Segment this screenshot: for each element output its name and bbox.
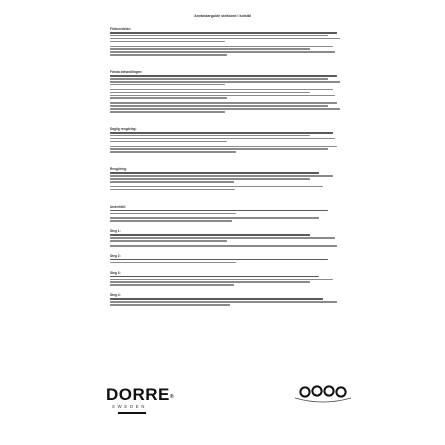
section-body-text	[110, 75, 342, 112]
text-line	[110, 135, 310, 137]
section-body-text	[110, 234, 342, 246]
text-line	[110, 54, 227, 56]
text-line	[110, 108, 340, 110]
text-line	[110, 105, 328, 107]
brand-name-text: DORRE	[106, 385, 170, 404]
section-heading: Steg 2:	[110, 253, 121, 258]
text-line	[110, 301, 337, 303]
text-line	[110, 146, 337, 148]
text-line	[110, 213, 236, 215]
section-7	[110, 271, 342, 288]
text-line	[110, 32, 337, 34]
section-8	[110, 293, 342, 307]
text-line	[110, 132, 333, 134]
section-heading: Underhåll:	[110, 204, 126, 209]
text-line	[110, 102, 337, 104]
text-line	[110, 141, 227, 143]
text-line	[110, 259, 328, 261]
section-body-text	[110, 132, 342, 153]
text-line	[110, 181, 234, 183]
brand-underline	[118, 412, 146, 414]
text-line	[110, 298, 323, 300]
text-line	[110, 78, 328, 80]
text-line	[110, 92, 310, 94]
section-0	[110, 27, 342, 57]
section-heading: Första behandlingen:	[110, 70, 143, 75]
text-line	[110, 234, 310, 236]
section-body-text	[110, 276, 342, 286]
text-line	[110, 262, 236, 264]
section-body-text	[110, 298, 342, 305]
text-line	[110, 172, 319, 174]
text-line	[110, 175, 333, 177]
text-line	[110, 84, 225, 86]
text-line	[110, 81, 340, 83]
text-line	[110, 220, 232, 222]
section-body-text	[110, 210, 342, 222]
section-1	[110, 70, 342, 114]
section-heading: Steg 1:	[110, 229, 121, 234]
text-line	[110, 237, 335, 239]
section-heading: Steg 3:	[110, 270, 121, 275]
section-body-text	[110, 32, 342, 56]
brand-tagline: SWEDEN	[112, 404, 148, 409]
text-line	[110, 304, 230, 306]
text-line	[110, 148, 328, 150]
text-line	[110, 111, 225, 113]
text-line	[110, 75, 337, 77]
section-2	[110, 127, 342, 154]
section-body-text	[110, 259, 342, 263]
ribbon-stars-icon	[293, 382, 353, 404]
section-heading: Steg 4:	[110, 293, 121, 298]
section-heading: Förberedelse:	[110, 27, 132, 31]
text-line	[110, 240, 227, 242]
text-line	[110, 35, 328, 37]
text-line	[110, 279, 333, 281]
text-line	[110, 281, 310, 283]
section-heading: Rengöring:	[110, 167, 127, 172]
section-3	[110, 167, 342, 191]
text-line	[110, 217, 319, 219]
text-line	[110, 95, 335, 97]
text-line	[110, 210, 328, 212]
text-line	[110, 178, 310, 180]
text-line	[110, 41, 225, 43]
text-line	[110, 97, 227, 99]
section-4	[110, 205, 342, 224]
brand-name	[106, 386, 174, 404]
text-line	[110, 38, 340, 40]
text-line	[110, 51, 335, 53]
section-6	[110, 254, 342, 265]
text-line	[110, 245, 337, 247]
text-line	[110, 138, 335, 140]
registered-mark: ®	[169, 394, 175, 400]
text-line	[110, 46, 333, 48]
text-line	[110, 189, 235, 191]
text-line	[110, 151, 236, 153]
text-line	[110, 276, 319, 278]
text-line	[110, 89, 333, 91]
text-line	[110, 186, 323, 188]
brand-logo	[106, 386, 174, 414]
text-line	[110, 48, 310, 50]
section-body-text	[110, 172, 342, 190]
section-heading: Daglig rengöring:	[110, 127, 137, 131]
text-line	[110, 284, 234, 286]
document-title: Användarguide stekbord i kolstål	[194, 14, 251, 18]
section-5	[110, 229, 342, 248]
